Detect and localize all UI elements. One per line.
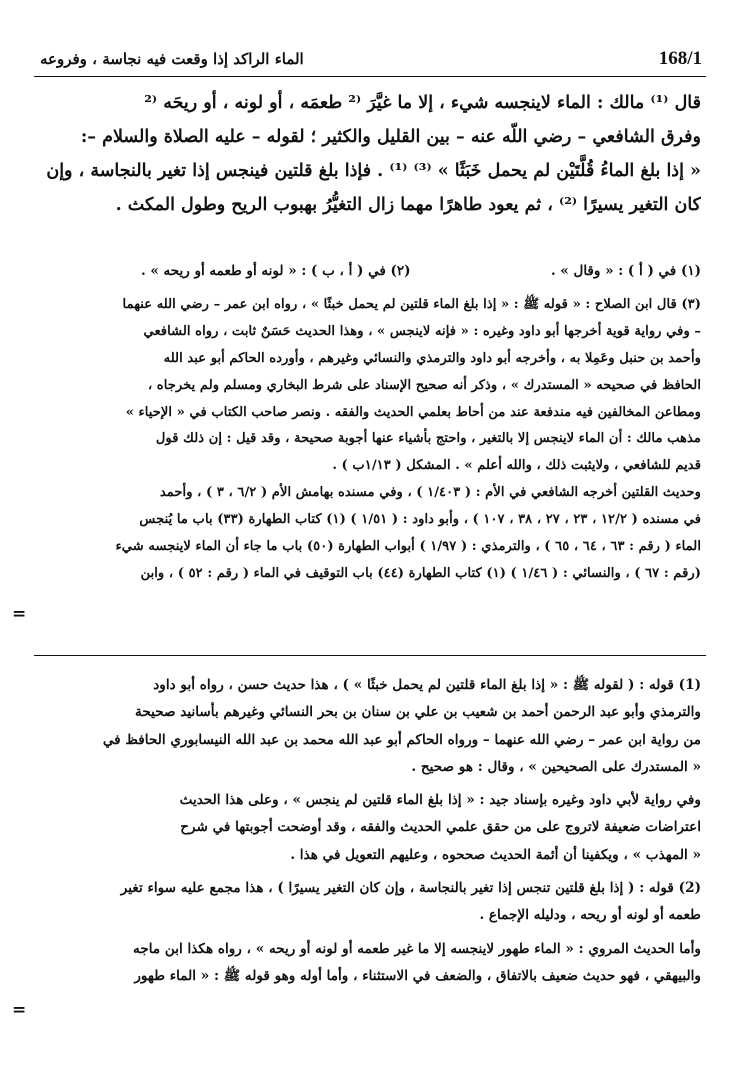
footnote-line: اعتراضات ضعيفة لاتروج على من حقق علمي الحديث والفقه ، وقد أوضحت أجوبتها في شرح — [180, 819, 701, 836]
commentary-notes — [36, 292, 701, 588]
main-text — [36, 86, 701, 222]
continuation-mark: = — [12, 1000, 27, 1020]
commentary-line: قديم للشافعي ، ولايثبت ذلك ، والله أعلم » . المشكل ( ١/١٣ب ) . — [332, 458, 701, 474]
commentary-line: (٣) قال ابن الصلاح : « قوله ﷺ : « إذا بلغ الماء قلتين لم يحمل خبثًا » ، رواه ابن عمر – رضي الله عنهما — [122, 297, 701, 312]
footnote-line: من رواية ابن عمر – رضي الله عنهما – ورواه الحاكم أبو عبد الله محمد بن عبد الله النيسابوري الحافظ في — [102, 731, 701, 748]
commentary-line: الحافظ في صحيحه « المستدرك » ، وذكر أنه صحيح الإسناد على شرط البخاري ومسلم ولم يخرجاه ، — [147, 377, 701, 393]
main-line: « إذا بلغ الماءُ قُلَّتَيْن لم يحمل خَبَثًا » ⁽³⁾ ⁽¹⁾ . فإذا بلغ قلتين فينجس إذا تغير بالنجاسة ، وإن — [46, 161, 701, 181]
main-line: قال ⁽¹⁾ مالك : الماء لاينجسه شيء ، إلا ما غيَّرَ ⁽² طعمَه ، أو لونه ، أو ريحَه ⁽² — [144, 93, 701, 113]
commentary-line: ومطاعن المخالفين فيه مندفعة عند من أحاط بعلمي الحديث والفقه . ونصر صاحب الكتاب في « الإحياء » — [125, 404, 701, 420]
footnote-line: والترمذي وأبو عبد الرحمن أحمد بن شعيب بن علي بن سنان بن بحر النسائي وغيرهم بأسانيد صحيحة — [135, 704, 701, 721]
commentary-line: – وفي رواية قوية أخرجها أبو داود وغيره : « فإنه لاينجس » ، وهذا الحديث حَسَنٌ ثابت ، رواه الشافعي — [143, 323, 701, 339]
commentary-line: وحديث القلتين أخرجه الشافعي في الأم : ( ١/٤٠٣ ) ، وفي مسنده بهامش الأم ( ٦/٢ ، ٣ ) ، وأحمد — [159, 485, 701, 501]
commentary-line: (رقم : ٦٧ ) ، والنسائي : ( ١/٤٦ ) (١) كتاب الطهارة (٤٤) باب التوقيف في الماء ( رقم : ٥٢ ) ، وابن — [140, 565, 701, 581]
main-footnote-1: (١) في ( أ ) : « وقال » . — [550, 263, 701, 279]
footnote-separator — [34, 655, 706, 656]
commentary-line: الماء ( رقم : ٦٣ ، ٦٤ ، ٦٥ ) ، والترمذي : ( ١/٩٧ ) أبواب الطهارة (٥٠) باب ما جاء أن الماء لاينجسه شيء — [115, 539, 701, 555]
main-footnote-2: (٢) في ( أ ، ب ) : « لونه أو طعمه أو ريحه » . — [141, 263, 411, 279]
page-number: 168/1 — [658, 48, 702, 69]
footnote-line: « المهذب » ، ويكفينا أن أئمة الحديث صححوه ، وعليهم التعويل في هذا . — [290, 846, 701, 863]
footnote-line: وفي رواية لأبي داود وغيره بإسناد جيد : « إذا بلغ الماء قلتين لم ينجس » ، وعلى هذا الحديث — [179, 792, 701, 809]
continuation-mark: = — [12, 604, 27, 624]
footnote-line: وأما الحديث المروي : « الماء طهور لاينجسه إلا ما غير طعمه أو لونه أو ريحه » ، رواه هكذا ابن ماجه — [133, 940, 701, 957]
footnote-line: والبيهقي ، فهو حديث ضعيف بالاتفاق ، والضعف في الاستثناء ، وأما أوله وهو قوله ﷺ : « الماء طهور — [134, 967, 701, 984]
main-line: وفرق الشافعي – رضي اللّه عنه – بين القليل والكثير ؛ لقوله – عليه الصلاة والسلام –: — [80, 127, 701, 147]
footnote-line: (2) قوله : ( إذا بلغ قلتين تنجس إذا تغير بالنجاسة ، وإن كان التغير يسيرًا ) ، هذا مجمع عليه سواء تغير — [120, 880, 701, 897]
main-line: كان التغير يسيرًا ⁽²⁾ ، ثم يعود طاهرًا مهما زال التغيُّرُ بهبوب الريح وطول المكث . — [115, 195, 701, 215]
editor-footnotes — [36, 672, 701, 990]
footnote-line: (1) قوله : ( لقوله ﷺ : « إذا بلغ الماء قلتين لم يحمل خبثًا » ) ، هذا حديث حسن ، رواه أبو داود — [153, 677, 701, 693]
commentary-line: وأحمد بن حنبل وعَمِلا به ، وأخرجه أبو داود والترمذي والنسائي وغيرهم ، وأورده الحاكم أبو عبد الله — [163, 350, 701, 366]
main-footnotes — [36, 258, 701, 284]
commentary-line: مذهب مالك : أن الماء لاينجس إلا بالتغير ، واحتج بأشياء عنها أجوبة صحيحة ، وقد قيل : إن ذلك قول — [155, 431, 701, 447]
running-title: الماء الراكد إذا وقعت فيه نجاسة ، وفروعه — [40, 50, 304, 68]
footnote-line: طعمه أو لونه أو ريحه ، ودليله الإجماع . — [479, 907, 701, 924]
running-header — [34, 42, 706, 77]
footnote-line: « المستدرك على الصحيحين » ، وقال : هو صحيح . — [411, 758, 701, 775]
commentary-line: في مسنده ( ١٢/٢ ، ٢٣ ، ٢٧ ، ٣٨ ، ١٠٧ ) ، وأبو داود : ( ١/٥١ ) (١) كتاب الطهارة (٣٣) باب ما يُنجس — [139, 512, 701, 528]
